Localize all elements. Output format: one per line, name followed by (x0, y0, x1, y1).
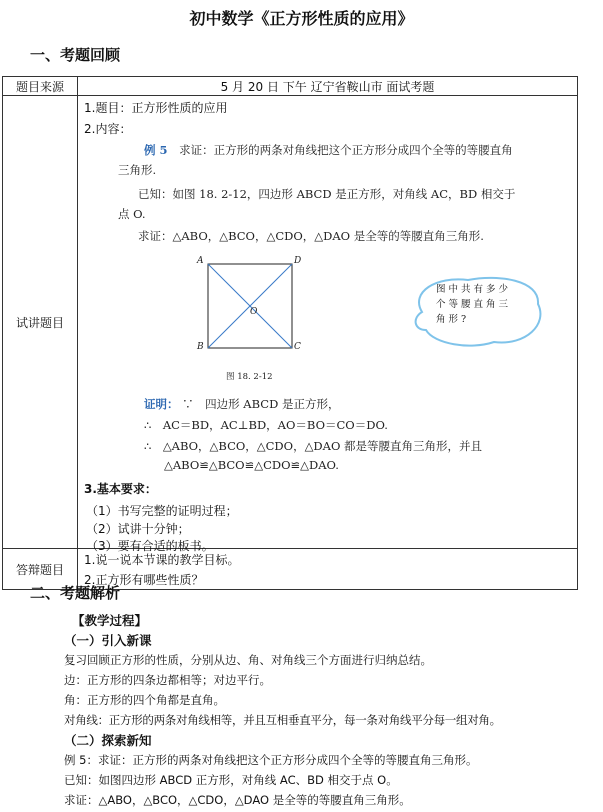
teaching-process-heading: 【教学过程】 (72, 613, 148, 628)
analysis-para-5: 例 5：求证：正方形的两条对角线把这个正方形分成四个全等的等腰直角三角形。 (64, 753, 478, 767)
requirement-1: （1）书写完整的证明过程； (86, 504, 238, 518)
topic-item: 1.题目：正方形性质的应用 (84, 101, 228, 115)
center-o: O (250, 307, 258, 317)
defense-content (78, 549, 577, 589)
proof-line-3: ∴ △ABO，△BCO，△CDO，△DAO 都是等腰直角三角形，并且 (144, 439, 483, 453)
defense-question-2: 2.正方形有哪些性质？ (84, 573, 204, 587)
known-line-2: 点 O. (118, 207, 146, 221)
proof-tag: 证明： (144, 397, 179, 411)
source-value: 5 月 20 日 下午 辽宁省鞍山市 面试考题 (78, 77, 578, 96)
requirements-heading: 3.基本要求： (84, 482, 157, 496)
document-title: 初中数学《正方形性质的应用》 (189, 9, 414, 28)
requirement-3: （3）要有合适的板书。 (86, 539, 214, 553)
exam-table (2, 76, 578, 590)
vertex-a: A (197, 256, 204, 266)
subheading-explore: （二）探索新知 (64, 733, 152, 748)
lecture-content (78, 96, 577, 553)
proof-line-4: △ABO≌△BCO≌△CDO≌△DAO. (164, 458, 339, 472)
content-item: 2.内容： (84, 122, 132, 136)
example-tag: 例 5 (144, 143, 168, 157)
proof-line-1: 证明： ∵ 四边形 ABCD 是正方形， (144, 397, 340, 411)
subheading-intro: （一）引入新课 (64, 633, 152, 648)
requirement-2: （2）试讲十分钟； (86, 522, 190, 536)
analysis-para-1: 复习回顾正方形的性质，分别从边、角、对角线三个方面进行归纳总结。 (64, 653, 432, 667)
example-line-1: 例 5 求证：正方形的两条对角线把这个正方形分成四个全等的等腰直角 (144, 143, 513, 157)
known-line-1: 已知：如图 18. 2-12，四边形 ABCD 是正方形，对角线 AC，BD 相交于 (138, 187, 516, 201)
section-heading-review: 一、考题回顾 (30, 46, 121, 64)
lecture-label: 试讲题目 (3, 96, 78, 549)
analysis-para-4: 对角线：正方形的两条对角线相等，并且互相垂直平分，每一条对角线平分每一组对角。 (64, 713, 501, 727)
example-line-2: 三角形. (118, 163, 157, 177)
vertex-b: B (197, 342, 204, 352)
analysis-para-3: 角：正方形的四个角都是直角。 (64, 693, 225, 707)
section-heading-analysis: 二、考题解析 (30, 584, 121, 602)
proof-line-2: ∴ AC＝BD，AC⊥BD，AO＝BO＝CO＝DO. (144, 418, 388, 432)
source-label: 题目来源 (3, 77, 78, 96)
analysis-para-7: 求证：△ABO，△BCO，△CDO，△DAO 是全等的等腰直角三角形。 (64, 793, 411, 807)
vertex-d: D (294, 256, 302, 266)
bubble-text: 图中共有多少个等腰直角三角形? (436, 284, 512, 325)
defense-question-1: 1.说一说本节课的教学目标。 (84, 553, 240, 567)
defense-label: 答辩题目 (3, 549, 78, 590)
analysis-para-2: 边：正方形的四条边都相等；对边平行。 (64, 673, 271, 687)
figure-caption: 图 18. 2-12 (226, 372, 273, 382)
analysis-para-6: 已知：如图四边形 ABCD 正方形，对角线 AC、BD 相交于点 O。 (64, 773, 398, 787)
prove-line: 求证：△ABO，△BCO，△CDO，△DAO 是全等的等腰直角三角形. (138, 229, 484, 243)
vertex-c: C (294, 342, 301, 352)
